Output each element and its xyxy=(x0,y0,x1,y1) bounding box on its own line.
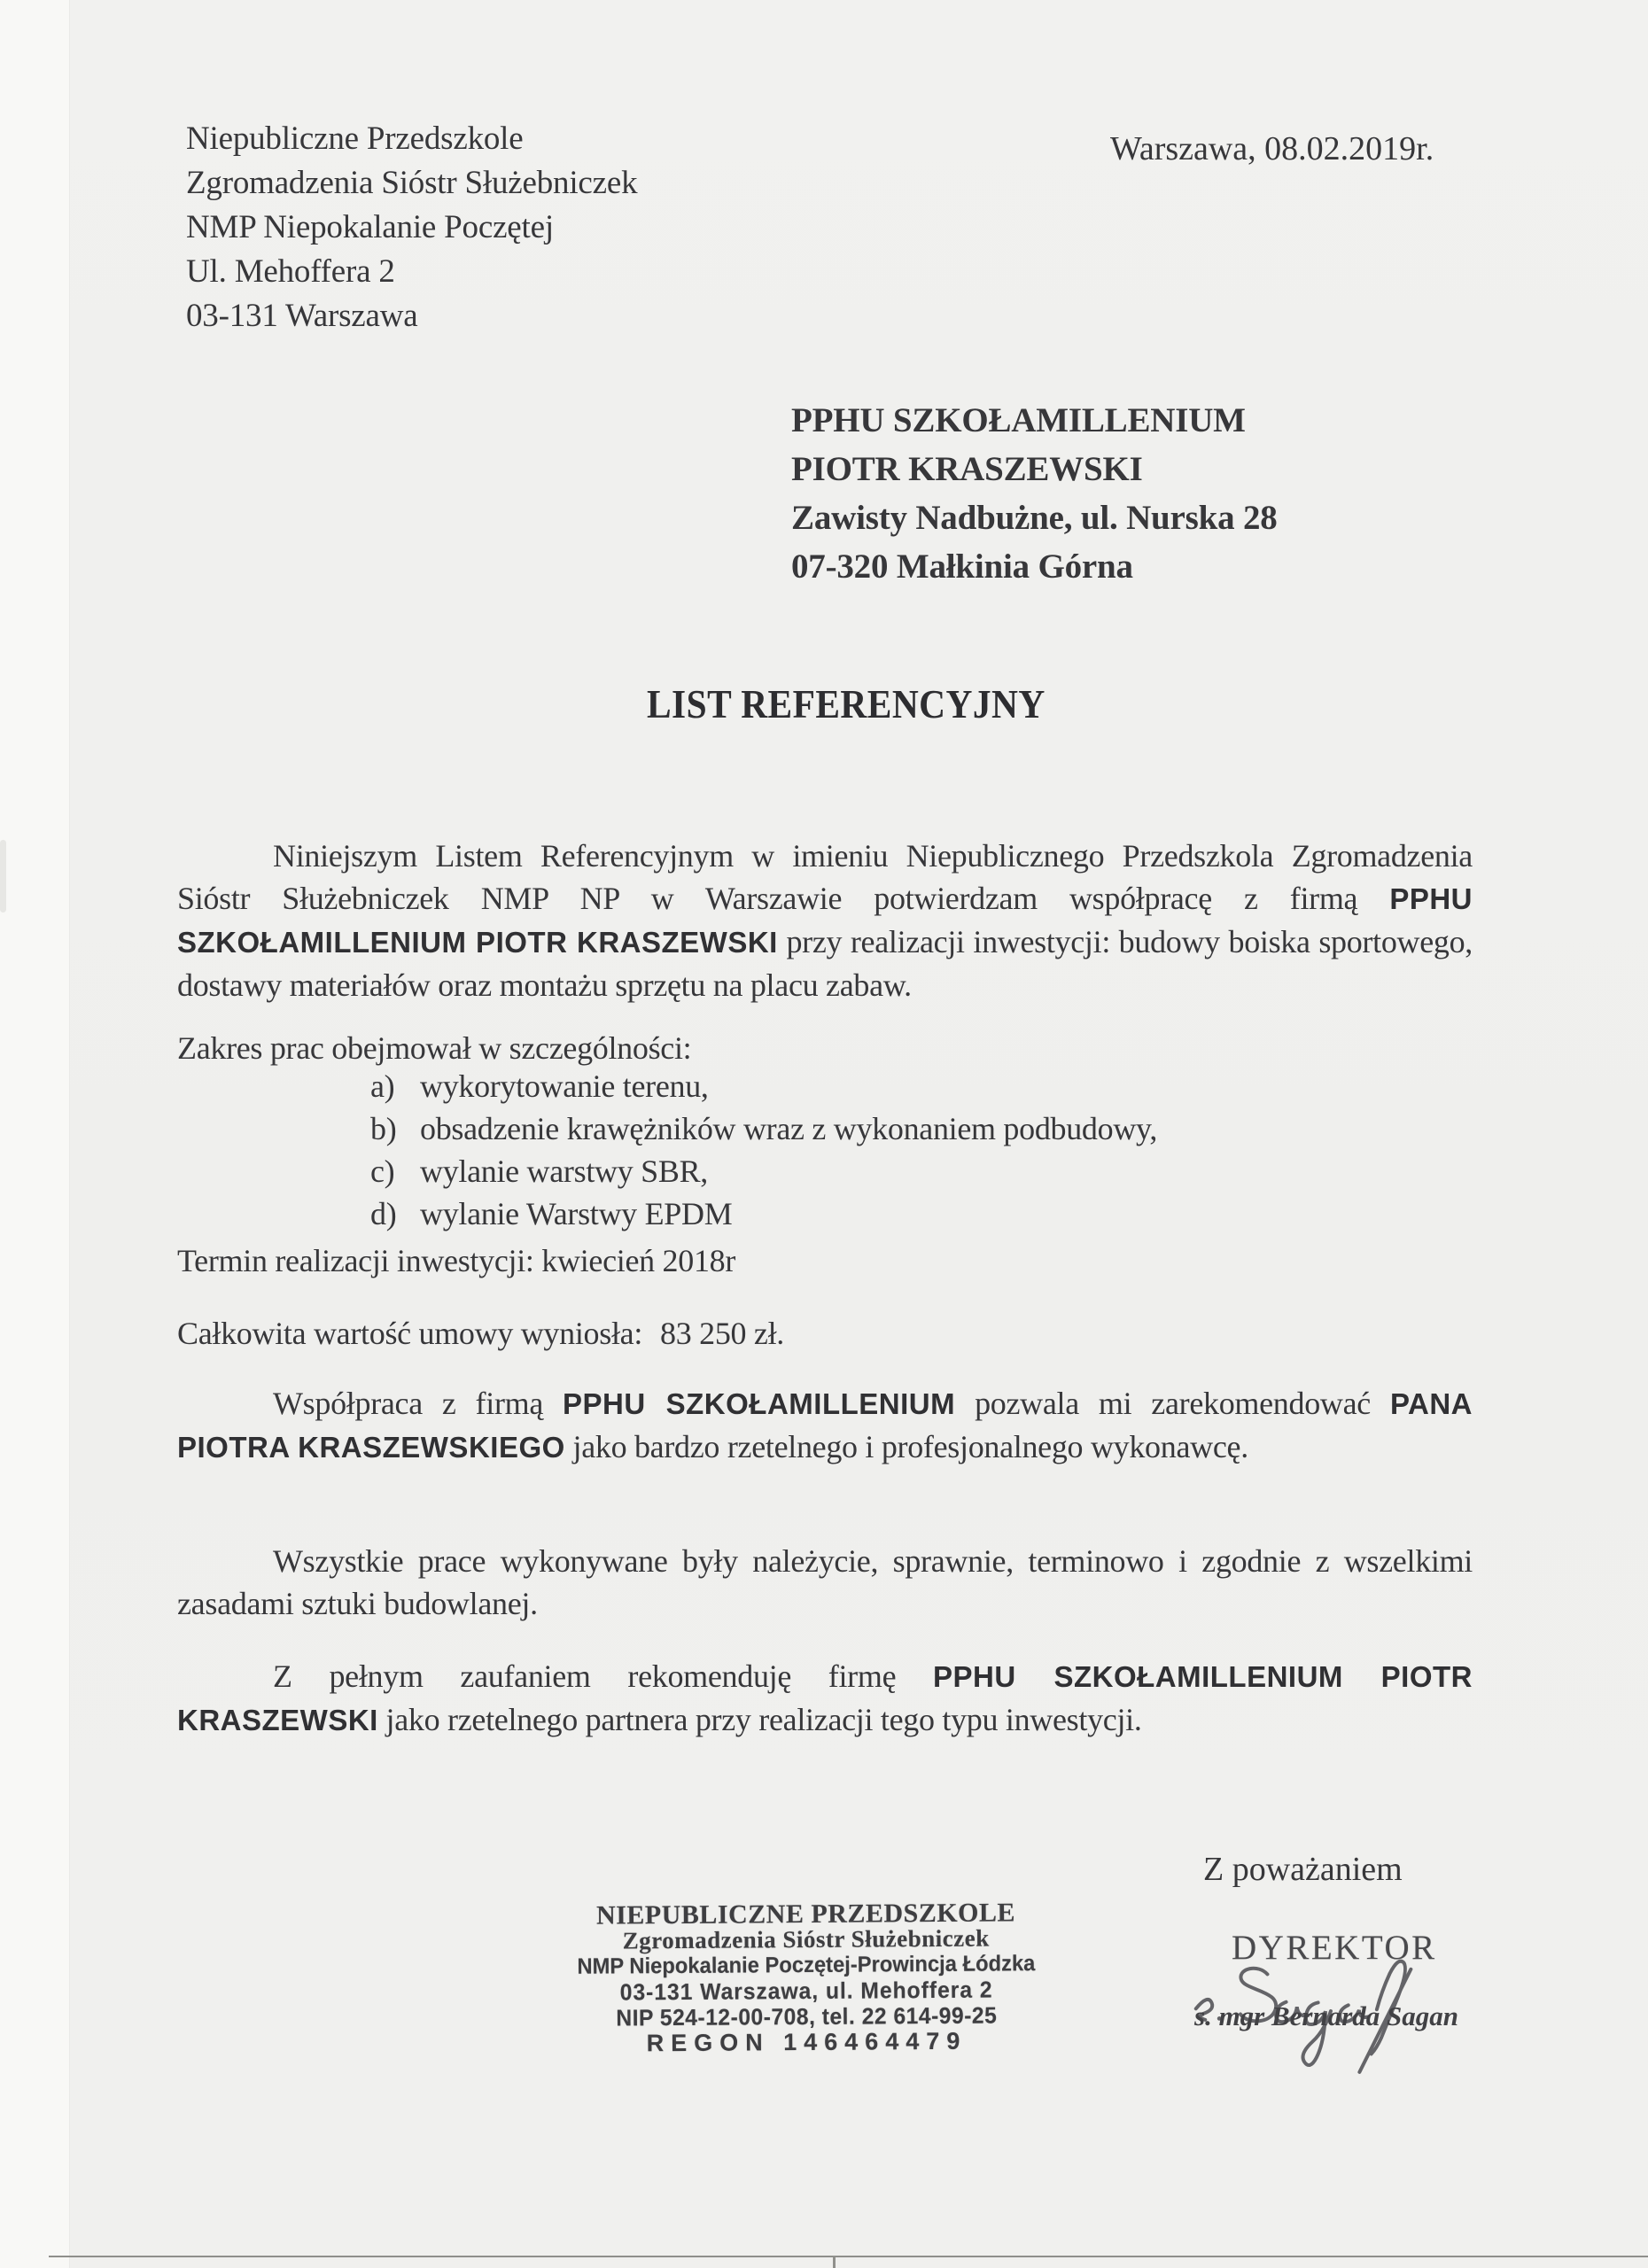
item-text: wylanie warstwy SBR, xyxy=(420,1153,708,1189)
item-text: obsadzenie krawężników wraz z wykonaniem podbudowy, xyxy=(420,1111,1158,1146)
item-marker: b) xyxy=(370,1111,397,1146)
stamp-line: NIP 524-12-00-708, tel. 22 614-99-25 xyxy=(616,2001,998,2031)
sender-line: 03-131 Warszawa xyxy=(186,298,418,334)
item-marker: a) xyxy=(370,1068,395,1104)
paragraph-text: Niniejszym Listem Referencyjnym w imieniu Niepublicznego Przedszkola Zgromadzenia Sióstr Służebniczek NMP NP w Warszawie potwierdzam współpracę z firmą xyxy=(177,838,1473,916)
signed-name: s. mgr Bernarda Sagan xyxy=(1194,2000,1459,2031)
letter-date: Warszawa, 08.02.2019r. xyxy=(1110,130,1434,167)
office-stamp xyxy=(557,1899,1054,2057)
list-item xyxy=(370,1065,1157,1107)
paragraph-text: pozwala mi zarekomendować xyxy=(955,1386,1390,1421)
scope-list xyxy=(370,1065,1157,1235)
stamp-line: NIEPUBLICZNE PRZEDSZKOLE xyxy=(595,1898,1016,1930)
list-item xyxy=(370,1192,1157,1235)
item-marker: c) xyxy=(370,1153,395,1189)
item-text: wykorytowanie terenu, xyxy=(420,1068,709,1104)
paragraph-text: Współpraca z firmą xyxy=(273,1386,563,1421)
list-item xyxy=(370,1150,1157,1192)
stamp-line: NMP Niepokalanie Poczętej-Prowincja Łódzka xyxy=(577,1951,1036,1979)
completion-date-line: Termin realizacji inwestycji: kwiecień 2018r xyxy=(177,1243,736,1278)
paragraph-final-recommendation xyxy=(177,1655,1473,1742)
company-name-bold: PPHU SZKOŁAMILLENIUM xyxy=(563,1387,956,1420)
recipient-line: PPHU SZKOŁAMILLENIUM xyxy=(791,401,1246,439)
paragraph-quality: Wszystkie prace wykonywane były należycie, sprawnie, terminowo i zgodnie z wszelkimi zasadami sztuki budowlanej. xyxy=(177,1543,1473,1621)
company-name-bold: PPHU SZKOŁAMILLENIUM PIOTR KRASZEWSKI xyxy=(177,1660,1473,1736)
sender-line: NMP Niepokalanie Poczętej xyxy=(186,209,554,245)
scan-smudge-artifact xyxy=(0,840,6,913)
paragraph-text: jako rzetelnego partnera przy realizacji tego typu inwestycji. xyxy=(377,1702,1142,1737)
contract-amount: 83 250 zł. xyxy=(660,1316,785,1351)
sender-line: Niepubliczne Przedszkole xyxy=(186,120,524,157)
stamp-line: 03-131 Warszawa, ul. Mehoffera 2 xyxy=(619,1976,993,2006)
paragraph-recommendation xyxy=(177,1382,1473,1469)
item-text: wylanie Warstwy EPDM xyxy=(420,1196,733,1231)
recipient-line: 07-320 Małkinia Górna xyxy=(791,548,1133,586)
closing-salutation: Z poważaniem xyxy=(1203,1851,1403,1888)
paragraph-text: przy realizacji inwestycji: budowy boiska sportowego, dostawy materiałów oraz montażu sprzętu na placu zabaw. xyxy=(177,924,1473,1003)
person-name-bold: PANA PIOTRA KRASZEWSKIEGO xyxy=(177,1387,1473,1464)
recipient-address-block xyxy=(791,396,1278,591)
contract-value-line xyxy=(177,1315,784,1352)
letter-title: LIST REFERENCYJNY xyxy=(647,681,1046,726)
item-marker: d) xyxy=(370,1196,397,1231)
stamp-line: Zgromadzenia Sióstr Służebniczek xyxy=(622,1924,990,1954)
recipient-line: Zawisty Nadbużne, ul. Nurska 28 xyxy=(791,499,1278,537)
paragraph-text: jako bardzo rzetelnego i profesjonalnego wykonawcę. xyxy=(564,1429,1248,1464)
stamp-line: REGON 146464479 xyxy=(646,2027,968,2057)
recipient-line: PIOTR KRASZEWSKI xyxy=(791,450,1143,488)
scan-bottom-edge xyxy=(49,2256,1648,2257)
list-item xyxy=(370,1107,1157,1150)
company-name-bold: PPHU SZKOŁAMILLENIUM PIOTR KRASZEWSKI xyxy=(177,882,1473,959)
paragraph-opening xyxy=(177,835,1473,1006)
scan-bottom-tick xyxy=(833,2256,836,2268)
director-title: DYREKTOR xyxy=(1232,1929,1437,1967)
sender-line: Ul. Mehoffera 2 xyxy=(186,253,395,290)
contract-value-label: Całkowita wartość umowy wyniosła: xyxy=(177,1316,643,1351)
sender-line: Zgromadzenia Sióstr Służebniczek xyxy=(186,165,638,201)
scan-edge-artifact xyxy=(0,0,70,2268)
scope-heading: Zakres prac obejmował w szczególności: xyxy=(177,1030,692,1066)
sender-address-block xyxy=(186,117,637,338)
paragraph-text: Z pełnym zaufaniem rekomenduję firmę xyxy=(273,1658,934,1694)
letter-title-row xyxy=(177,680,1515,727)
